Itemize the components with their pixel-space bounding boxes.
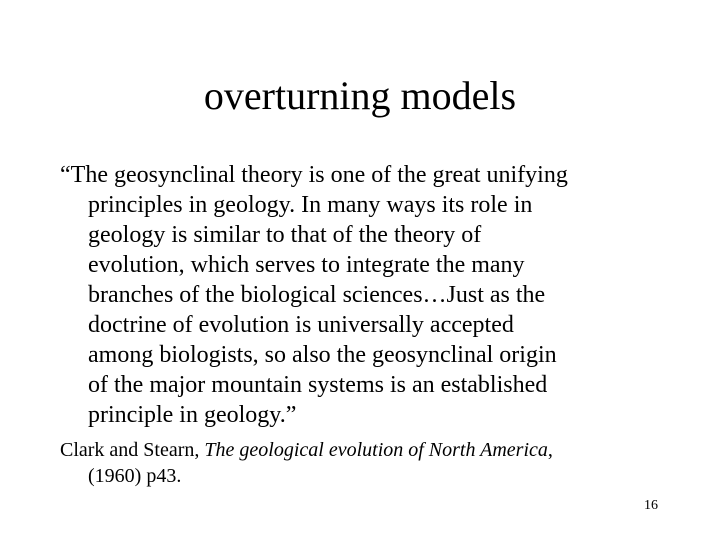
slide-number: 16	[644, 498, 658, 513]
quote-line: geology is similar to that of the theory of	[88, 222, 482, 248]
citation-authors: Clark and Stearn,	[60, 439, 205, 461]
citation-year-page: (1960) p43.	[88, 465, 182, 487]
quote-line: evolution, which serves to integrate the many	[88, 252, 525, 278]
quote-block	[60, 160, 660, 430]
quote-line: principles in geology. In many ways its role in	[88, 192, 533, 218]
quote-line: “The geosynclinal theory is one of the great unifying	[60, 162, 568, 188]
quote-line: branches of the biological sciences…Just as the	[88, 282, 546, 308]
citation-first-line	[60, 437, 680, 463]
quote-line: among biologists, so also the geosynclinal origin	[88, 342, 557, 368]
quote-line: of the major mountain systems is an established	[88, 372, 548, 398]
quote-line: doctrine of evolution is universally accepted	[88, 312, 514, 338]
citation-work-title: The geological evolution of North America	[204, 439, 548, 461]
quote-line: principle in geology.”	[88, 402, 297, 428]
citation	[60, 437, 680, 489]
slide-title: overturning models	[203, 73, 517, 118]
citation-comma: ,	[547, 439, 553, 461]
